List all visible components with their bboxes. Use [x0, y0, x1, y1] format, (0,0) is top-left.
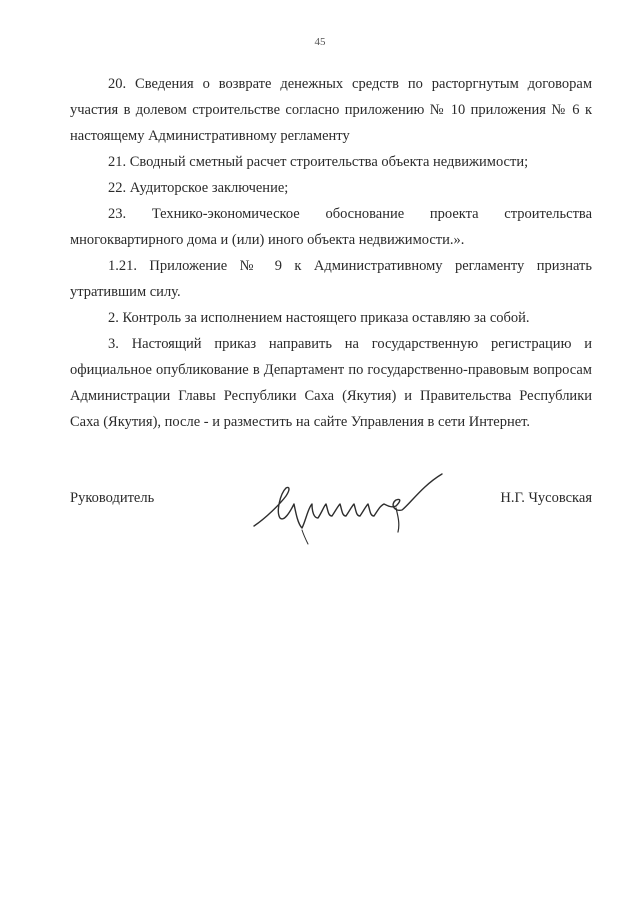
paragraph-item-23: 23. Технико-экономическое обоснование проекта строительства многоквартирного дома и (или) иного объекта недвижимости.».	[70, 206, 592, 248]
paragraph-item-1-21: 1.21. Приложение № 9 к Административному регламенту признать утратившим силу.	[70, 258, 592, 300]
handwritten-signature	[246, 468, 466, 548]
paragraph-item-2: 2. Контроль за исполнением настоящего приказа оставляю за собой.	[108, 310, 530, 326]
paragraph-item-20: 20. Сведения о возврате денежных средств по расторгнутым договорам участия в долевом строительстве согласно приложению № 10 приложения № 6 к настоящему Административному регламенту	[70, 76, 592, 144]
signatory-name: Н.Г. Чусовская	[500, 490, 592, 506]
signature-block	[70, 478, 592, 558]
page-number: 45	[314, 36, 326, 48]
paragraph-item-3: 3. Настоящий приказ направить на государственную регистрацию и официальное опубликование в Департамент по государственно-правовым вопросам Администрации Главы Республики Саха (Якутия) и Правительства Республики Саха (Якутия), после - и разместить на сайте Управления в сети Интернет.	[70, 336, 592, 430]
signatory-title: Руководитель	[70, 490, 155, 506]
paragraph-item-22: 22. Аудиторское заключение;	[108, 180, 289, 196]
document-body	[70, 71, 592, 435]
paragraph-item-21: 21. Сводный сметный расчет строительства объекта недвижимости;	[108, 154, 529, 170]
